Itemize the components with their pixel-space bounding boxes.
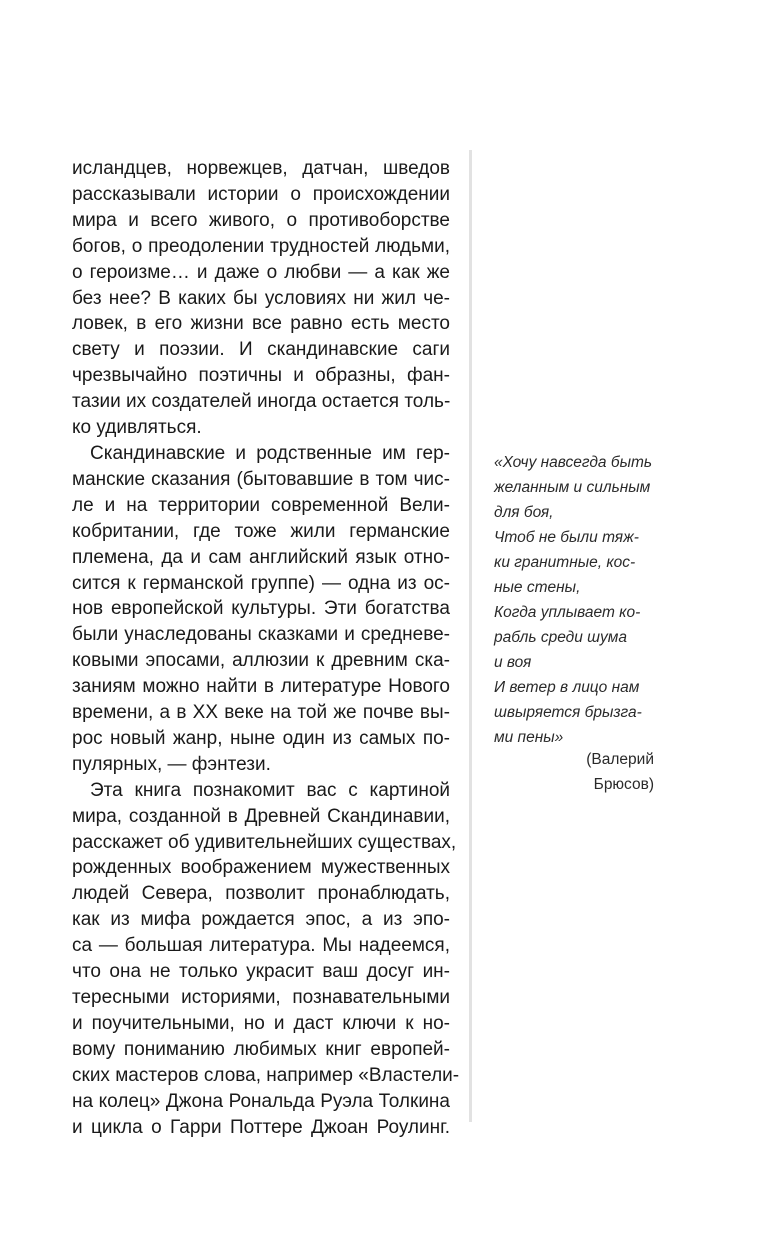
text-line: были унаследованы сказками и средневе- <box>72 624 450 646</box>
quote-line: ки гранитные, кос- <box>494 554 636 571</box>
text-line: рос новый жанр, ныне один из самых по- <box>72 727 450 749</box>
text-line: пулярных, — фэнтези. <box>72 753 271 775</box>
text-line: вому пониманию любимых книг европей- <box>72 1038 450 1060</box>
text-line: чрезвычайно поэтичны и образны, фан- <box>72 365 450 387</box>
paragraph-1 <box>72 156 450 441</box>
text-line: свету и поэзии. И скандинавские саги <box>72 339 450 361</box>
text-line: мира и всего живого, о противоборстве <box>72 209 450 231</box>
text-line: ловек, в его жизни все равно есть место <box>72 313 450 335</box>
text-line: ко удивляться. <box>72 417 202 439</box>
text-line: манские сказания (бытовавшие в том чис- <box>72 468 450 490</box>
text-line: времени, а в XX веке на той же почве вы- <box>72 702 450 724</box>
text-line: сится к германской группе) — одна из ос- <box>72 572 450 594</box>
text-line: са — большая литература. Мы надеемся, <box>72 935 450 957</box>
text-line: исландцев, норвежцев, датчан, шведов <box>72 158 450 179</box>
text-line: племена, да и сам английский язык отно- <box>72 546 450 568</box>
text-line: на колец» Джона Рональда Руэла Толкина <box>72 1090 450 1112</box>
text-line: что она не только украсит ваш досуг ин- <box>72 961 450 983</box>
quote-line: ные стены, <box>494 579 581 596</box>
column-divider <box>469 150 472 1122</box>
quote-line: «Хочу навсегда быть <box>494 454 653 471</box>
quote-line: рабль среди шума <box>494 629 627 646</box>
quote-line: швыряется брызга- <box>494 704 642 721</box>
quote-line: И ветер в лицо нам <box>494 679 640 696</box>
text-line: о героизме… и даже о любви — а как же <box>72 261 450 283</box>
text-line: кобритании, где тоже жили германские <box>72 520 450 542</box>
text-line: нов европейской культуры. Эти богатства <box>72 598 450 620</box>
text-line: ских мастеров слова, например «Властели- <box>72 1064 460 1086</box>
text-line: тазии их создателей иногда остается толь- <box>72 391 451 413</box>
quote-line: для боя, <box>494 504 554 521</box>
text-line: рассказывали истории о происхождении <box>72 183 450 205</box>
author-line: Брюсов) <box>593 776 654 793</box>
sidebar-quote <box>494 450 664 750</box>
text-line: без нее? В каких бы условиях ни жил че- <box>72 287 450 309</box>
text-line: тересными историями, познавательными <box>72 987 450 1008</box>
author-line: (Валерий <box>586 751 654 768</box>
text-line: мира, созданной в Древней Скандинавии, <box>72 805 450 827</box>
text-line: богов, о преодолении трудностей людьми, <box>72 235 450 257</box>
text-line: заниям можно найти в литературе Нового <box>72 676 450 698</box>
quote-line: Когда уплывает ко- <box>494 604 641 621</box>
text-line: людей Севера, позволит пронаблюдать, <box>72 883 450 905</box>
paragraph-3 <box>72 778 460 1141</box>
quote-author <box>494 747 654 797</box>
quote-line: ми пены» <box>494 729 564 746</box>
quote-line: и воя <box>494 654 532 671</box>
text-line: ковыми эпосами, аллюзии к древним ска- <box>72 650 450 672</box>
paragraph-2 <box>72 441 450 778</box>
text-line: как из мифа рождается эпос, а из эпо- <box>72 909 450 931</box>
text-line: и поучительными, но и даст ключи к но- <box>72 1012 450 1034</box>
text-line: Эта книга познакомит вас с картиной <box>90 779 450 801</box>
text-line: рожденных воображением мужественных <box>72 857 450 879</box>
text-line: Скандинавские и родственные им гер- <box>90 442 450 464</box>
quote-line: желанным и сильным <box>494 479 651 496</box>
text-line: ле и на территории современной Вели- <box>72 494 450 516</box>
quote-line: Чтоб не были тяж- <box>494 529 639 546</box>
text-line: расскажет об удивительнейших существах, <box>72 831 457 853</box>
text-line: и цикла о Гарри Поттере Джоан Роулинг. <box>72 1116 450 1138</box>
main-text-column <box>72 156 460 1140</box>
